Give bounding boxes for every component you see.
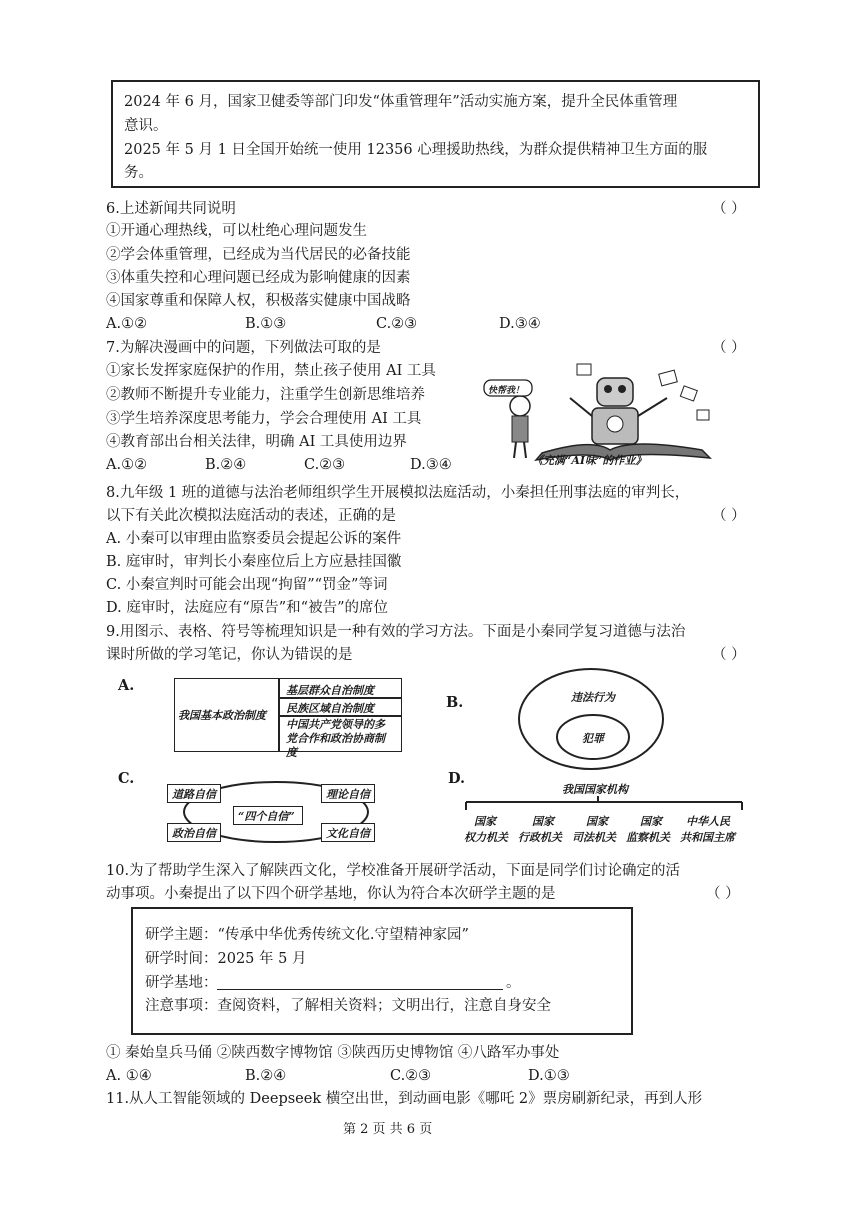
q9-d-item-5a: 中华人民 [686, 815, 730, 828]
q7-item-4: ④教育部出台相关法律，明确 AI 工具使用边界 [106, 434, 407, 450]
news-line-4: 务。 [124, 165, 153, 181]
news-line-1: 2024 年 6 月，国家卫健委等部门印发“体重管理年”活动实施方案，提升全民体重管理 [124, 94, 678, 110]
q9-c-label: C. [118, 770, 135, 787]
q8-stem-1: 8.九年级 1 班的道德与法治老师组织学生开展模拟法庭活动，小秦担任刑事法庭的审判长， [106, 485, 690, 501]
q10-box-time: 研学时间：2025 年 5 月 [145, 951, 307, 967]
q9-b-diagram [515, 665, 667, 773]
q9-d-item-2b: 行政机关 [518, 831, 562, 844]
q10-option-a: A. ①④ [106, 1068, 152, 1084]
q7-item-1: ①家长发挥家庭保护的作用，禁止孩子使用 AI 工具 [106, 363, 436, 379]
q6-option-a: A.①② [106, 316, 148, 332]
cartoon-caption: 《充满“AI味”的作业》 [532, 454, 647, 467]
q7-option-d: D.③④ [410, 457, 452, 473]
q9-stem-1: 9.用图示、表格、符号等梳理知识是一种有效的学习方法。下面是小秦同学复习道德与法治 [106, 624, 686, 640]
q9-d-item-4a: 国家 [640, 815, 662, 828]
q6-item-4: ④国家尊重和保障人权，积极落实健康中国战略 [106, 293, 411, 309]
news-line-2: 意识。 [124, 118, 168, 134]
q9-d-tree [460, 796, 750, 812]
q6-option-c: C.②③ [376, 316, 418, 332]
q10-stem-2: 动事项。小秦提出了以下四个研学基地，你认为符合本次研学主题的是 [106, 886, 556, 902]
q6-paren: （ ） [712, 201, 746, 217]
news-line-3: 2025 年 5 月 1 日全国开始统一使用 12356 心理援助热线，为群众提供精神卫生方面的服 [124, 142, 708, 158]
q8-stem-2: 以下有关此次模拟法庭活动的表述，正确的是 [106, 508, 396, 524]
q6-option-b: B.①③ [245, 316, 287, 332]
q7-option-a: A.①② [106, 457, 148, 473]
q9-d-title: 我国国家机构 [562, 783, 628, 796]
q7-paren: （ ） [712, 340, 746, 356]
q9-b-inner: 犯罪 [582, 732, 604, 745]
q9-b-label: B. [446, 694, 464, 711]
q9-c-item-1: 道路自信 [172, 788, 216, 801]
page-footer: 第 2 页 共 6 页 [343, 1122, 433, 1137]
q6-stem: 6.上述新闻共同说明 [106, 201, 236, 217]
q9-d-item-5b: 共和国主席 [680, 831, 735, 844]
q10-paren: （ ） [706, 886, 740, 902]
q10-sites: ① 秦始皇兵马俑 ②陕西数字博物馆 ③陕西历史博物馆 ④八路军办事处 [106, 1045, 560, 1061]
q8-option-d: D. 庭审时，法庭应有“原告”和“被告”的席位 [106, 600, 388, 616]
q10-option-d: D.①③ [528, 1068, 570, 1084]
q8-paren: （ ） [712, 508, 746, 524]
q9-d-item-1a: 国家 [474, 815, 496, 828]
q7-stem: 7.为解决漫画中的问题，下列做法可取的是 [106, 340, 381, 356]
cartoon-bubble: 快帮我！ [488, 386, 525, 396]
q9-c-item-4: 文化自信 [326, 827, 370, 840]
q10-stem-1: 10.为了帮助学生深入了解陕西文化，学校准备开展研学活动，下面是同学们讨论确定的活 [106, 863, 681, 879]
q9-d-label: D. [448, 770, 466, 787]
q10-box-base: 研学基地： [145, 975, 218, 991]
q10-option-c: C.②③ [390, 1068, 432, 1084]
q11-stem: 11.从人工智能领域的 Deepseek 横空出世，到动画电影《哪吒 2》票房刷新纪录，再到人形 [106, 1091, 703, 1107]
q7-option-b: B.②④ [205, 457, 247, 473]
q6-item-3: ③体重失控和心理问题已经成为影响健康的因素 [106, 270, 411, 286]
q9-d-item-3b: 司法机关 [572, 831, 616, 844]
q8-option-c: C. 小秦宣判时可能会出现“拘留”“罚金”等词 [106, 577, 388, 593]
q8-option-b: B. 庭审时，审判长小秦座位后上方应悬挂国徽 [106, 554, 402, 570]
q10-box-theme: 研学主题：“传承中华优秀传统文化.守望精神家园” [145, 927, 469, 943]
q6-item-2: ②学会体重管理，已经成为当代居民的必备技能 [106, 247, 411, 263]
q9-d-item-3a: 国家 [586, 815, 608, 828]
q9-stem-2: 课时所做的学习笔记，你认为错误的是 [106, 647, 353, 663]
q9-a-label: A. [118, 677, 135, 694]
q6-item-1: ①开通心理热线，可以杜绝心理问题发生 [106, 223, 367, 239]
q9-b-outer: 违法行为 [571, 691, 615, 704]
q9-d-item-2a: 国家 [532, 815, 554, 828]
q9-paren: （ ） [712, 647, 746, 663]
q9-c-item-2: 理论自信 [326, 788, 370, 801]
q6-option-d: D.③④ [499, 316, 541, 332]
q9-d-item-1b: 权力机关 [464, 831, 508, 844]
q9-a-row-3: 中国共产党领导的多党合作和政治协商制度 [286, 718, 385, 759]
q7-option-c: C.②③ [304, 457, 346, 473]
q7-item-3: ③学生培养深度思考能力，学会合理使用 AI 工具 [106, 411, 422, 427]
q9-a-row-1: 基层群众自治制度 [286, 684, 374, 697]
q9-c-center: “四个自信” [238, 810, 295, 823]
q8-option-a: A. 小秦可以审理由监察委员会提起公诉的案件 [106, 531, 402, 547]
q9-a-left: 我国基本政治制度 [178, 709, 266, 722]
q9-d-item-4b: 监察机关 [626, 831, 670, 844]
q10-base-blank [217, 989, 503, 990]
q9-c-item-3: 政治自信 [172, 827, 216, 840]
q7-item-2: ②教师不断提升专业能力，注重学生创新思维培养 [106, 387, 425, 403]
q10-box-notes: 注意事项：查阅资料，了解相关资料；文明出行，注意自身安全 [145, 998, 551, 1014]
q9-a-row-2: 民族区域自治制度 [286, 702, 374, 715]
q10-box-base-end: 。 [506, 975, 521, 991]
q10-option-b: B.②④ [245, 1068, 287, 1084]
